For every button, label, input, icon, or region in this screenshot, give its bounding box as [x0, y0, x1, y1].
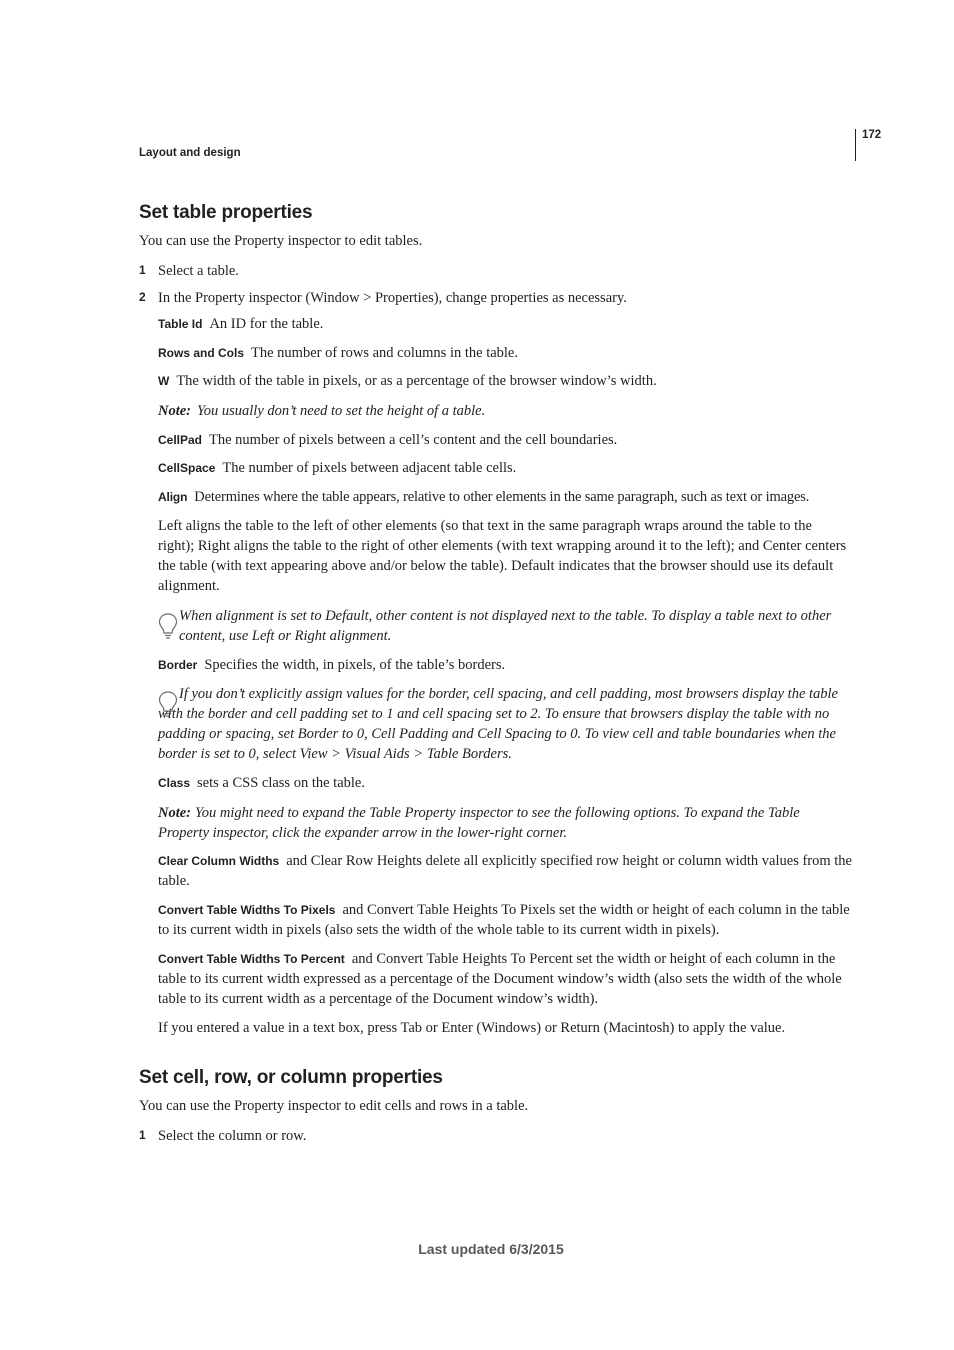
lightbulb-icon	[158, 612, 178, 642]
property-cellspace	[158, 458, 858, 478]
property-width	[158, 371, 858, 391]
section-intro: You can use the Property inspector to edit tables.	[139, 233, 423, 249]
property-term: Align	[158, 490, 188, 504]
section-intro: You can use the Property inspector to edit cells and rows in a table.	[139, 1098, 529, 1114]
step-text: In the Property inspector (Window > Properties), change properties as necessary.	[158, 290, 627, 306]
apply-value-paragraph: If you entered a value in a text box, press Tab or Enter (Windows) or Return (Macintosh) to apply the value.	[158, 1020, 786, 1036]
property-description: The number of pixels between a cell’s content and the cell boundaries.	[209, 432, 618, 448]
page-number: 172	[862, 129, 882, 141]
property-description: Determines where the table appears, relative to other elements in the same paragraph, such as text or images.	[194, 489, 810, 505]
section-title-table-properties: Set table properties	[139, 202, 313, 223]
step-number: 1	[139, 1128, 146, 1142]
step-text: Select the column or row.	[158, 1128, 307, 1144]
tip-border-defaults: If you don’t explicitly assign values for the border, cell spacing, and cell padding, most browsers display the table with the border and cell padding set to 1 and cell spacing set to 2. To ensure that browsers display the table with no padding or spacing, set Border to 0, Cell Padding and Cell Spacing to 0. To view cell and table boundaries when the border is set to 0, select View > Visual Aids > Table Borders.	[158, 686, 838, 762]
property-term: Clear Column Widths	[158, 854, 280, 868]
align-detail-paragraph: Left aligns the table to the left of other elements (so that text in the same paragraph wraps around the table to the right); Right aligns the table to the right of other elements (with text wrapping around it to the left); and Center centers the table (with text appearing above and/or below the table). Default indicates that the browser should use its default alignment.	[158, 518, 847, 594]
property-clear-column-widths	[158, 851, 852, 891]
property-term: Rows and Cols	[158, 346, 245, 360]
property-class	[158, 773, 858, 793]
property-term: CellSpace	[158, 461, 216, 475]
property-description: and Clear Row Heights delete all explicitly specified row height or column width values from the table.	[158, 853, 852, 889]
property-table-id	[158, 314, 858, 334]
running-header: Layout and design	[139, 147, 241, 159]
step-number: 1	[139, 263, 146, 277]
property-term: Convert Table Widths To Pixels	[158, 903, 336, 917]
property-description: and Convert Table Heights To Percent set the width or height of each column in the table to its current width expressed as a percentage of the Document window’s width (also sets the width of the whole table to its current width as a percentage of the Document window’s width).	[158, 951, 842, 1007]
note-label: Note:	[158, 805, 192, 821]
property-term: W	[158, 374, 170, 388]
step-number: 2	[139, 290, 146, 304]
step-text: Select a table.	[158, 263, 239, 279]
section-title-cell-properties: Set cell, row, or column properties	[139, 1067, 443, 1088]
note-text: You usually don’t need to set the height of a table.	[197, 403, 486, 419]
property-term: Convert Table Widths To Percent	[158, 952, 345, 966]
property-description: Specifies the width, in pixels, of the table’s borders.	[204, 657, 506, 673]
property-rows-cols	[158, 343, 858, 363]
note-expand-inspector	[158, 803, 852, 843]
property-term: CellPad	[158, 433, 203, 447]
property-term: Class	[158, 776, 191, 790]
property-align	[158, 487, 858, 507]
property-description: and Convert Table Heights To Pixels set the width or height of each column in the table to its current width in pixels (also sets the width of the whole table to its current width in pixels).	[158, 902, 850, 938]
header-divider	[855, 129, 856, 161]
property-description: The width of the table in pixels, or as a percentage of the browser window’s width.	[176, 373, 657, 389]
note-label: Note:	[158, 403, 192, 419]
note-text: You might need to expand the Table Property inspector to see the following options. To expand the Table Property inspector, click the expander arrow in the lower-right corner.	[158, 805, 800, 841]
property-description: An ID for the table.	[209, 316, 324, 332]
property-convert-widths-pixels	[158, 900, 852, 940]
page-footer: Last updated 6/3/2015	[418, 1241, 564, 1257]
tip-default-alignment: When alignment is set to Default, other content is not displayed next to the table. To display a table next to other content, use Left or Right alignment.	[179, 608, 832, 644]
property-description: The number of rows and columns in the table.	[251, 345, 518, 361]
property-description: sets a CSS class on the table.	[197, 775, 365, 791]
property-border	[158, 655, 858, 675]
property-description: The number of pixels between adjacent table cells.	[222, 460, 517, 476]
property-term: Border	[158, 658, 198, 672]
property-convert-widths-percent	[158, 949, 852, 1009]
property-cellpad	[158, 430, 858, 450]
note-height	[158, 401, 858, 421]
property-term: Table Id	[158, 317, 203, 331]
